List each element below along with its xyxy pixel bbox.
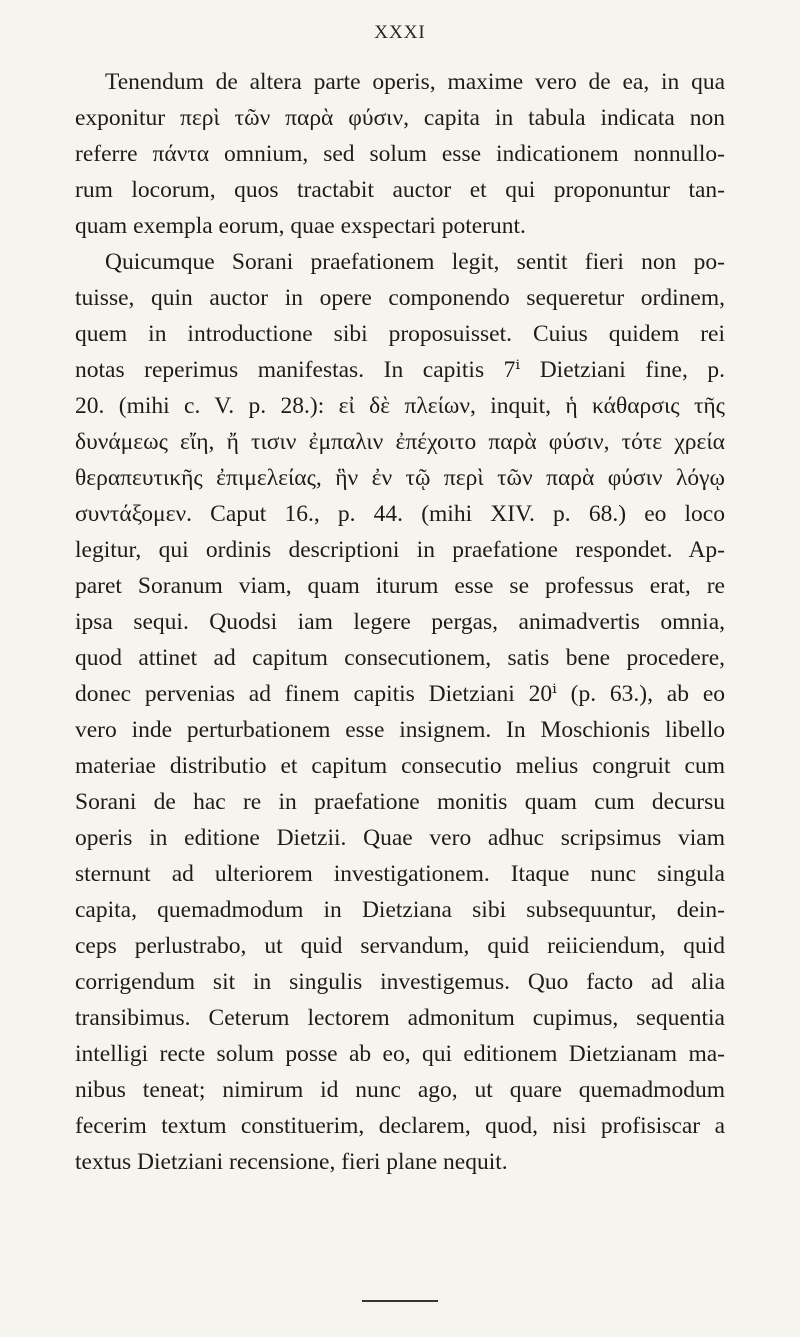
text-line: tuisse, quin auctor in opere componendo sequeretur ordinem, — [75, 285, 725, 311]
text-line: quam exempla eorum, quae exspectari poterunt. — [75, 213, 526, 239]
text-line: Tenendum de altera parte operis, maxime vero de ea, in qua — [105, 69, 725, 95]
text-line: exponitur περὶ τῶν παρὰ φύσιν, capita in tabula indicata non — [75, 105, 725, 131]
text-line: θεραπευτικῆς ἐπιμελείας, ἣν ἐν τῷ περὶ τῶν παρὰ φύσιν λόγῳ — [75, 465, 725, 491]
text-line: vero inde perturbationem esse insignem. In Moschionis libello — [75, 717, 725, 743]
text-line: ceps perlustrabo, ut quid servandum, quid reiiciendum, quid — [75, 933, 725, 959]
text-line: ipsa sequi. Quodsi iam legere pergas, animadvertis omnia, — [75, 609, 725, 635]
text-line: materiae distributio et capitum consecutio melius congruit cum — [75, 753, 725, 779]
text-line: sternunt ad ulteriorem investigationem. Itaque nunc singula — [75, 861, 725, 887]
text-line: operis in editione Dietzii. Quae vero adhuc scripsimus viam — [75, 825, 725, 851]
page-number: XXXI — [374, 22, 426, 43]
text-line: Quicumque Sorani praefationem legit, sentit fieri non po- — [105, 249, 725, 275]
text-line: nibus teneat; nimirum id nunc ago, ut quare quemadmodum — [75, 1077, 725, 1103]
text-line: 20. (mihi c. V. p. 28.): εἰ δὲ πλείων, inquit, ἡ κάθαρσις τῆς — [75, 393, 725, 419]
text-line: referre πάντα omnium, sed solum esse indicationem nonnullo- — [75, 141, 725, 167]
text-line: fecerim textum constituerim, declarem, quod, nisi profisiscar a — [75, 1113, 725, 1139]
text-line: textus Dietziani recensione, fieri plane nequit. — [75, 1149, 508, 1175]
body-text — [75, 64, 725, 1180]
text-line: paret Soranum viam, quam iturum esse se professus erat, re — [75, 573, 725, 599]
text-line: capita, quemadmodum in Dietziana sibi subsequuntur, dein- — [75, 897, 725, 923]
text-line: intelligi recte solum posse ab eo, qui editionem Dietzianam ma- — [75, 1041, 725, 1067]
paragraph-2 — [75, 244, 725, 1180]
text-line: Sorani de hac re in praefatione monitis quam cum decursu — [75, 789, 725, 815]
text-line: transibimus. Ceterum lectorem admonitum cupimus, sequentia — [75, 1005, 725, 1031]
text-line: legitur, qui ordinis descriptioni in praefatione respondet. Ap- — [75, 537, 725, 563]
footer-divider — [362, 1300, 438, 1302]
text-line: quod attinet ad capitum consecutionem, satis bene procedere, — [75, 645, 725, 671]
text-line: notas reperimus manifestas. In capitis 7ⁱ Dietziani fine, p. — [75, 357, 725, 383]
text-line: donec pervenias ad finem capitis Dietziani 20ⁱ (p. 63.), ab eo — [75, 681, 725, 707]
text-line: δυνάμεως εἴη, ἤ τισιν ἐμπαλιν ἐπέχοιτο παρὰ φύσιν, τότε χρεία — [75, 429, 725, 455]
text-line: quem in introductione sibi proposuisset. Cuius quidem rei — [75, 321, 725, 347]
text-line: συντάξομεν. Caput 16., p. 44. (mihi XIV. p. 68.) eo loco — [75, 501, 725, 527]
text-line: corrigendum sit in singulis investigemus. Quo facto ad alia — [75, 969, 725, 995]
text-line: rum locorum, quos tractabit auctor et qui proponuntur tan- — [75, 177, 725, 203]
paragraph-1 — [75, 64, 725, 244]
